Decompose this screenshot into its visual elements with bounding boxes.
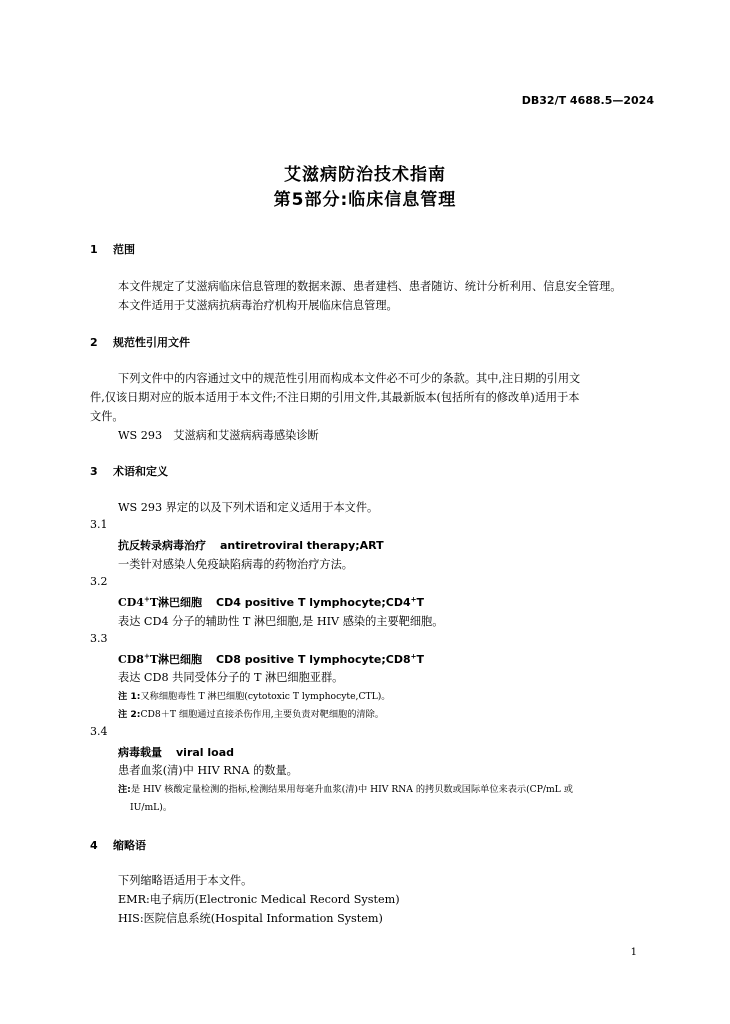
normative-reference: WS 293 艾滋病和艾滋病病毒感染诊断 [118,429,319,442]
section-title: 规范性引用文件 [113,336,190,349]
note-text: CD8＋T 细胞通过直接杀伤作用,主要负责对靶细胞的清除。 [140,709,384,720]
term-chinese: CD8+T淋巴细胞 [118,651,203,666]
section-4-heading [90,837,146,853]
note-label: 注: [118,784,131,795]
term-definition: 表达 CD8 共同受体分子的 T 淋巴细胞亚群。 [118,671,344,684]
note [118,781,573,795]
clause-number: 3.1 [90,518,108,531]
section-title: 缩略语 [113,839,146,852]
note-text: 又称细胞毒性 T 淋巴细胞(cytotoxic T lymphocyte,CTL)。 [140,691,391,702]
clause-number: 3.2 [90,575,108,588]
section-title: 范围 [113,243,135,256]
term-definition: 患者血浆(清)中 HIV RNA 的数量。 [118,764,298,777]
section-2-heading [90,334,190,350]
paragraph-line: 下列文件中的内容通过文中的规范性引用而构成本文件必不可少的条款。其中,注日期的引用文 [118,372,581,385]
term-english: antiretroviral therapy;ART [220,539,384,552]
paragraph: 本文件适用于艾滋病抗病毒治疗机构开展临床信息管理。 [118,299,398,312]
term-heading [118,537,384,553]
term-definition: 一类针对感染人免疫缺陷病毒的药物治疗方法。 [118,558,353,571]
section-number: 1 [90,243,98,256]
note-label: 注 2: [118,709,141,720]
paragraph-line: 文件。 [90,410,124,423]
paragraph: 本文件规定了艾滋病临床信息管理的数据来源、患者建档、患者随访、统计分析利用、信息安全管理。 [118,280,622,293]
note-text: 是 HIV 核酸定量检测的指标,检测结果用每毫升血浆(清)中 HIV RNA 的拷贝数或国际单位来表示(CP/mL 或 [130,784,573,795]
term-heading [118,744,234,760]
document-number: DB32/T 4688.5—2024 [521,94,654,107]
note [118,706,384,720]
note [118,688,391,702]
term-chinese: 抗反转录病毒治疗 [118,539,206,552]
section-number: 4 [90,839,98,852]
term-english: viral load [176,746,235,759]
document-subtitle: 第5部分:临床信息管理 [273,190,457,210]
section-number: 2 [90,336,98,349]
paragraph: WS 293 界定的以及下列术语和定义适用于本文件。 [118,501,379,514]
note-continuation: IU/mL)。 [130,802,173,813]
section-title: 术语和定义 [113,465,168,478]
term-definition: 表达 CD4 分子的辅助性 T 淋巴细胞,是 HIV 感染的主要靶细胞。 [118,615,444,628]
clause-number: 3.3 [90,632,108,645]
term-english: CD8 positive T lymphocyte;CD8+T [216,652,424,666]
paragraph-line: 件,仅该日期对应的版本适用于本文件;不注日期的引用文件,其最新版本(包括所有的修改单)适用于本 [90,391,580,404]
note-label: 注 1: [118,691,141,702]
term-heading [118,651,424,667]
paragraph: 下列缩略语适用于本文件。 [118,874,253,887]
term-chinese: CD4+T淋巴细胞 [118,594,203,609]
abbreviation-entry: EMR:电子病历(Electronic Medical Record System) [118,893,400,906]
term-heading [118,594,424,610]
clause-number: 3.4 [90,725,108,738]
section-1-heading [90,241,135,257]
term-chinese: 病毒载量 [118,746,162,759]
document-title: 艾滋病防治技术指南 [284,165,446,185]
section-number: 3 [90,465,98,478]
term-english: CD4 positive T lymphocyte;CD4+T [216,595,424,609]
section-3-heading [90,463,168,479]
abbreviation-entry: HIS:医院信息系统(Hospital Information System) [118,912,383,925]
page-number: 1 [630,947,637,958]
